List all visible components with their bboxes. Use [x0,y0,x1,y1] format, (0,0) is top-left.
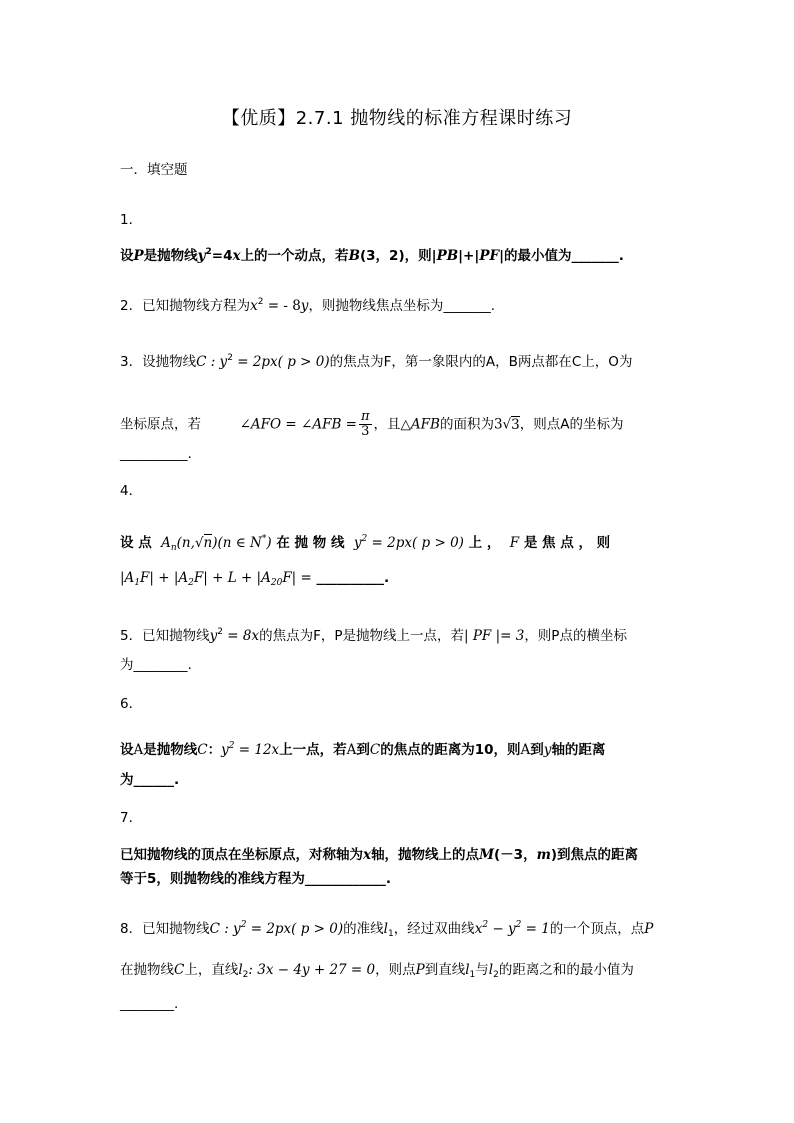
q4-line-1: 设 点 $A_n(n,√n)(n$ ∈ N*) 在 抛 物 线 $y^2 = 2px$( p > 0) 上 ， F 是 焦 点 ， 则 [120,534,611,553]
q8-answer-blank[interactable]: ________ [120,996,174,1012]
q7-answer-blank[interactable]: ____________ [304,871,386,887]
q3-line-2: 坐标原点，若 ∠AFO = ∠AFB = $\frac{\pi}{3}$ ，且△AFB的面积为3√3，则点A的坐标为 [120,409,624,439]
q8-line-2: 在抛物线C上，直线$l_2$: 3x − 4y + 27 = 0，则点P到直线$l_1$与$l_2$的距离之和的最小值为 [120,962,634,980]
q4-line-2: $|A_1F| + |A_2F| + L + |A_{20}F|$ = __________. [120,570,390,588]
q3-answer-blank[interactable]: __________ [120,446,188,462]
q6-answer-blank[interactable]: ______ [133,772,174,788]
q1-number: 1． [120,212,143,228]
q1-text: 设P是抛物线$y^2=4x$上的一个动点，若B(3，2)，则|PB|+|PF|的最小值为_______. [120,247,624,264]
pi-over-3-fraction: $\frac{\pi}{3}$ [360,409,370,439]
page-title: 【优质】2.7.1 抛物线的标准方程课时练习 [221,108,573,129]
q2-answer-blank[interactable]: _______ [443,298,491,314]
q2-text: 2．已知抛物线方程为$x^2$ = - 8y，则抛物线焦点坐标为_______. [120,297,495,314]
section-heading: 一．填空题 [120,162,188,178]
q5-answer-blank[interactable]: ________ [133,657,188,673]
q5-line-2: 为________. [120,657,192,673]
q6-line-1: 设A是抛物线C：$y^2 = 12x$上一点，若A到C的焦点的距离为10，则A到y轴的距离 [120,741,606,758]
q6-number: 6． [120,696,143,712]
q7-line-1: 已知抛物线的顶点在坐标原点，对称轴为x轴，抛物线上的点M(－3，m)到焦点的距离 [120,847,639,863]
q6-line-2: 为______. [120,772,180,788]
q4-number: 4． [120,483,143,499]
q7-line-2: 等于5，则抛物线的准线方程为____________. [120,871,392,887]
q8-line-3: ________. [120,996,179,1012]
q8-line-1: 8．已知抛物线C : $y^2 = 2px$( p > 0)的准线$l_1$，经过双曲线$x^2 - y^2 = 1$的一个顶点，点P [120,920,654,939]
q7-number: 7． [120,810,143,826]
q3-line-1: 3．设抛物线C : $y^2 = 2px$( p > 0)的焦点为F，第一象限内的A，B两点都在C上，O为 [120,353,633,370]
q1-answer-blank[interactable]: _______ [571,248,619,264]
q3-line-3: __________. [120,446,192,462]
q5-line-1: 5．已知抛物线$y^2 = 8x$的焦点为F，P是抛物线上一点，若| PF |= 3，则P点的横坐标 [120,627,627,644]
q4-answer-blank[interactable]: __________ [316,570,385,586]
